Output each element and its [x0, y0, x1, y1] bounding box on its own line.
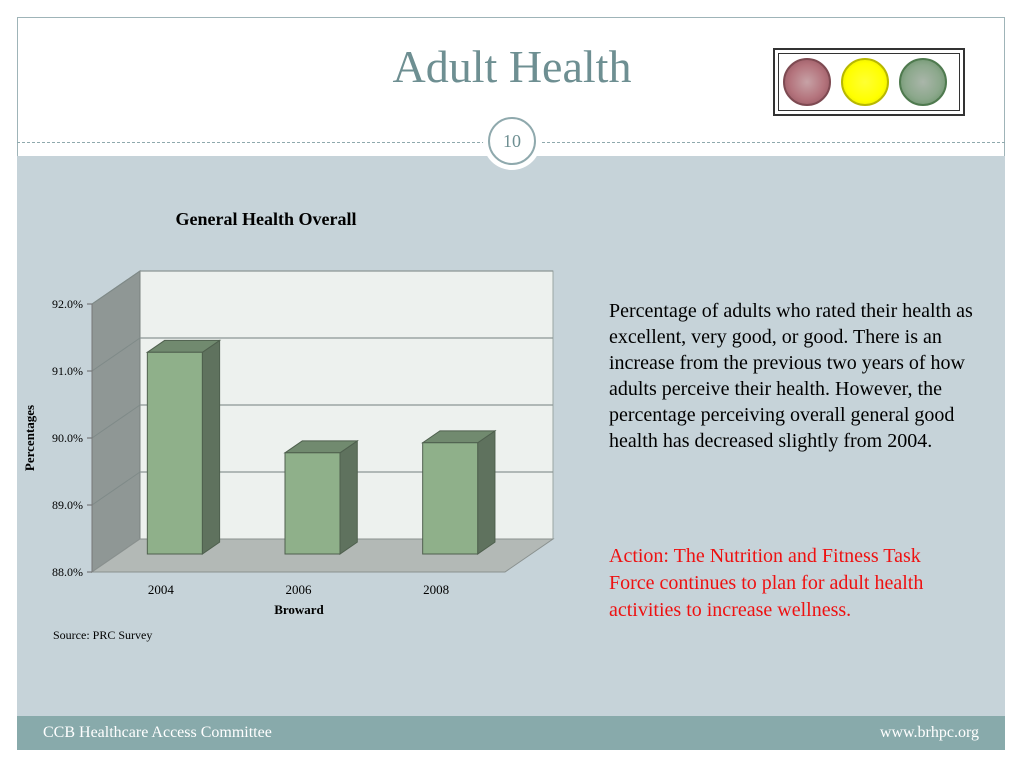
action-text: Action: The Nutrition and Fitness Task Force continues to plan for adult health activities to increase wellness. [609, 545, 924, 621]
x-tick-label: 2004 [147, 582, 174, 597]
bar-side [478, 431, 495, 554]
y-tick-label: 89.0% [52, 498, 83, 512]
footer-committee: CCB Healthcare Access Committee [43, 724, 272, 741]
y-tick-label: 92.0% [52, 297, 83, 311]
y-axis-label: Percentages [22, 404, 37, 472]
bar [285, 453, 340, 554]
x-axis-label: Broward [274, 602, 324, 617]
bar-chart [0, 0, 600, 640]
green-light-icon [899, 58, 947, 106]
y-tick-label: 91.0% [52, 364, 83, 378]
x-tick-label: 2006 [285, 582, 312, 597]
bar-side [202, 340, 219, 554]
x-tick-label: 2008 [423, 582, 450, 597]
bar [423, 443, 478, 554]
bar [147, 352, 202, 554]
y-tick-label: 88.0% [52, 565, 83, 579]
slide-title: Adult Health [392, 41, 632, 92]
description-text: Percentage of adults who rated their health as excellent, very good, or good. There is an increase from the previous two years of how adults perceive their health. However, the percentage perceiving overall general good health has decreased slightly from 2004. [609, 300, 973, 452]
traffic-light [773, 48, 965, 116]
source-note: Source: PRC Survey [53, 628, 153, 642]
page-number: 10 [503, 131, 521, 151]
yellow-light-icon [841, 58, 889, 106]
bar-side [340, 441, 357, 554]
red-light-icon [783, 58, 831, 106]
footer-website[interactable]: www.brhpc.org [879, 724, 979, 741]
chart-title: General Health Overall [175, 209, 357, 229]
y-tick-label: 90.0% [52, 431, 83, 445]
